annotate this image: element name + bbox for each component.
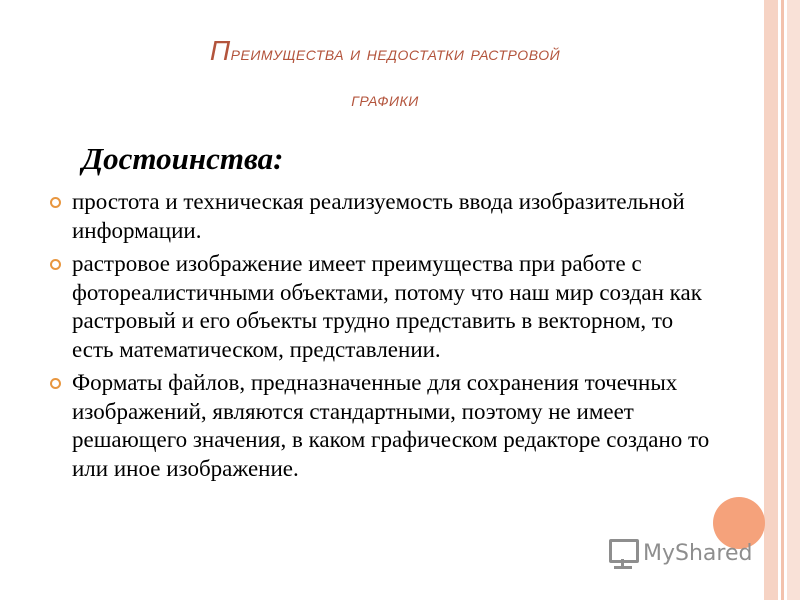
ring-bullet-icon: [50, 378, 61, 389]
bullet-list: [48, 188, 718, 488]
watermark-text: MyShared: [643, 540, 753, 566]
slide-title-initial: П: [209, 35, 231, 66]
ring-bullet-icon: [50, 197, 61, 208]
presentation-board-icon: [607, 537, 639, 569]
decorative-stripe-thin: [781, 0, 784, 600]
slide-title: [40, 28, 730, 123]
slide-subtitle: Достоинства:: [82, 141, 284, 176]
decorative-stripe-outer: [787, 0, 800, 600]
bullet-text: Форматы файлов, предназначенные для сохранения точечных изображений, являются стандартными, поэтому не имеет решающего значения, в каком графическом редакторе создано то или иное изображение.: [72, 370, 710, 481]
bullet-item: [48, 369, 718, 483]
slide-title-line2: графики: [351, 89, 419, 111]
ring-bullet-icon: [50, 259, 61, 270]
bullet-text: растровое изображение имеет преимущества при работе с фотореалистичными объектами, потому что наш мир создан как растровый и его объекты трудно представить в векторном, то есть математическом, представлении.: [72, 251, 702, 362]
slide-title-line1: реимущества и недостатки растровой: [230, 43, 561, 65]
bullet-item: [48, 188, 718, 245]
decorative-stripe: [764, 0, 778, 600]
watermark-logo: [607, 537, 752, 569]
bullet-item: [48, 250, 718, 364]
bullet-text: простота и техническая реализуемость ввода изобразительной информации.: [72, 189, 685, 243]
